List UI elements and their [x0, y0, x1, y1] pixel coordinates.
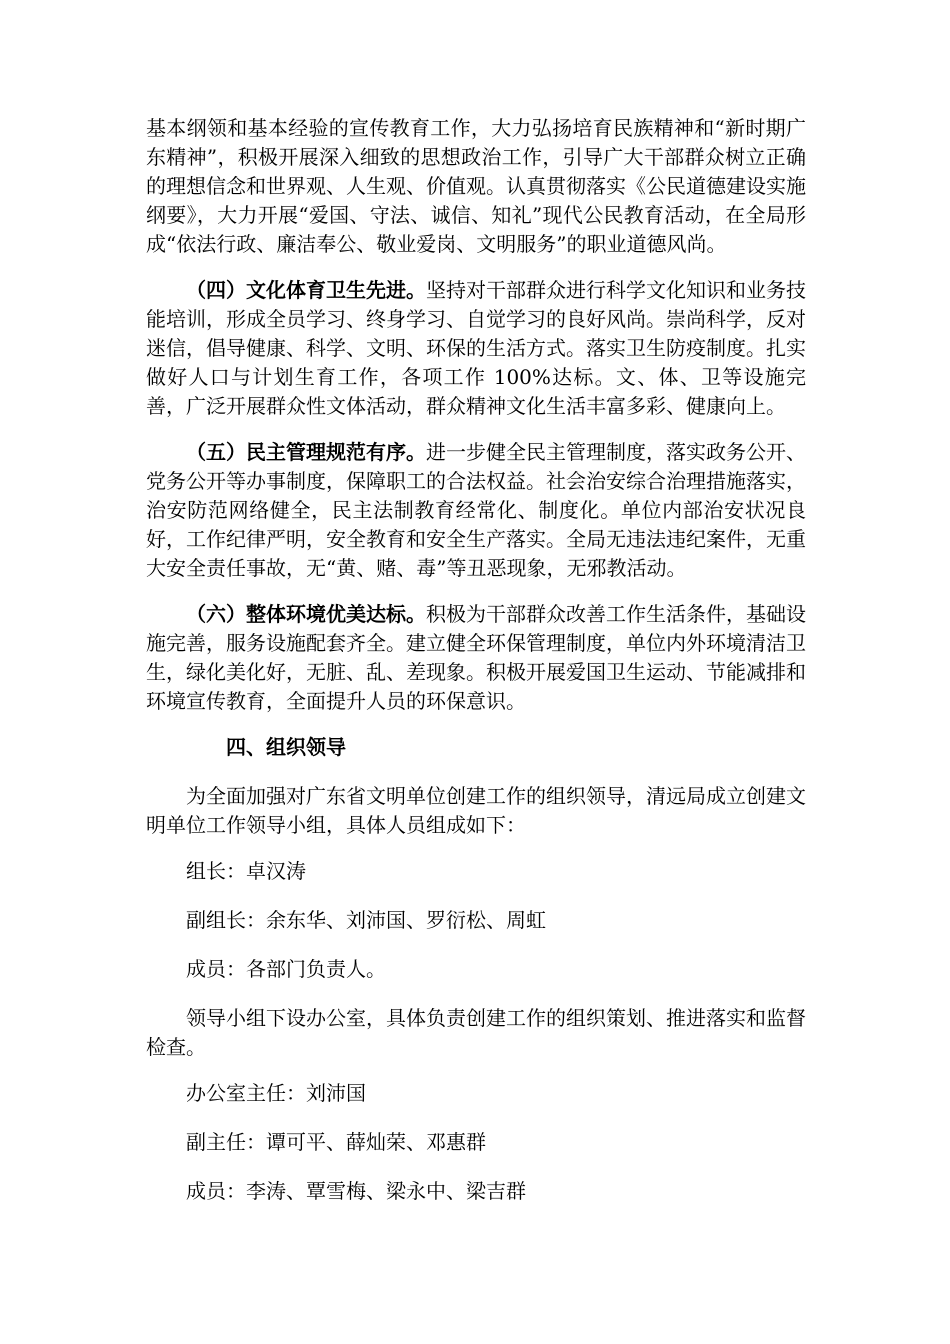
paragraph-democratic-management — [146, 438, 806, 583]
line-office-director: 办公室主任：刘沛国 — [186, 1081, 366, 1105]
line-office-deputies: 副主任：谭可平、薛灿荣、邓惠群 — [186, 1130, 486, 1154]
paragraph-culture-sports-health — [146, 276, 806, 421]
paragraph-environment — [146, 600, 806, 716]
paragraph-body-democratic: 进一步健全民主管理制度，落实政务公开、党务公开等办事制度，保障职工的合法权益。社会治安综合治理措施落实，治安防范网络健全，民主法制教育经常化、制度化。单位内部治安状况良好，工作纪律严明，安全教育和安全生产落实。全局无违法违纪案件，无重大安全责任事故，无“黄、赌、毒”等丑恶现象，无邪教活动。 — [146, 440, 806, 580]
line-office-members: 成员：李涛、覃雪梅、梁永中、梁吉群 — [186, 1179, 526, 1203]
section-heading-organization: 四、组织领导 — [226, 735, 346, 759]
line-group-members: 成员：各部门负责人。 — [186, 957, 386, 981]
paragraph-lead-culture: （四）文化体育卫生先进。 — [186, 278, 426, 302]
line-group-leader: 组长：卓汉涛 — [186, 859, 306, 883]
paragraph-organization-intro: 为全面加强对广东省文明单位创建工作的组织领导，清远局成立创建文明单位工作领导小组，具体人员组成如下： — [146, 784, 806, 837]
paragraph-body-culture: 坚持对干部群众进行科学文化知识和业务技能培训，形成全员学习、终身学习、自觉学习的良好风尚。崇尚科学，反对迷信，倡导健康、科学、文明、环保的生活方式。落实卫生防疫制度。扎实做好人口与计划生育工作，各项工作 100%达标。文、体、卫等设施完善，广泛开展群众性文体活动，群众精神文化生活丰富多彩、健康向上。 — [146, 278, 806, 418]
line-deputy-leaders: 副组长：余东华、刘沛国、罗衍松、周虹 — [186, 908, 546, 932]
document-page — [146, 114, 806, 1226]
paragraph-office-intro: 领导小组下设办公室，具体负责创建工作的组织策划、推进落实和监督检查。 — [146, 1006, 806, 1059]
paragraph-body-environment: 积极为干部群众改善工作生活条件，基础设施完善，服务设施配套齐全。建立健全环保管理制度，单位内外环境清洁卫生，绿化美化好，无脏、乱、差现象。积极开展爱国卫生运动、节能减排和环境宣传教育，全面提升人员的环保意识。 — [146, 602, 806, 713]
paragraph-lead-environment: （六）整体环境优美达标。 — [186, 602, 426, 626]
paragraph-lead-democratic: （五）民主管理规范有序。 — [186, 440, 426, 464]
paragraph-education-work: 基本纲领和基本经验的宣传教育工作，大力弘扬培育民族精神和“新时期广东精神”，积极开展深入细致的思想政治工作，引导广大干部群众树立正确的理想信念和世界观、人生观、价值观。认真贯彻落实《公民道德建设实施纲要》，大力开展“爱国、守法、诚信、知礼”现代公民教育活动，在全局形成“依法行政、廉洁奉公、敬业爱岗、文明服务”的职业道德风尚。 — [146, 116, 806, 256]
